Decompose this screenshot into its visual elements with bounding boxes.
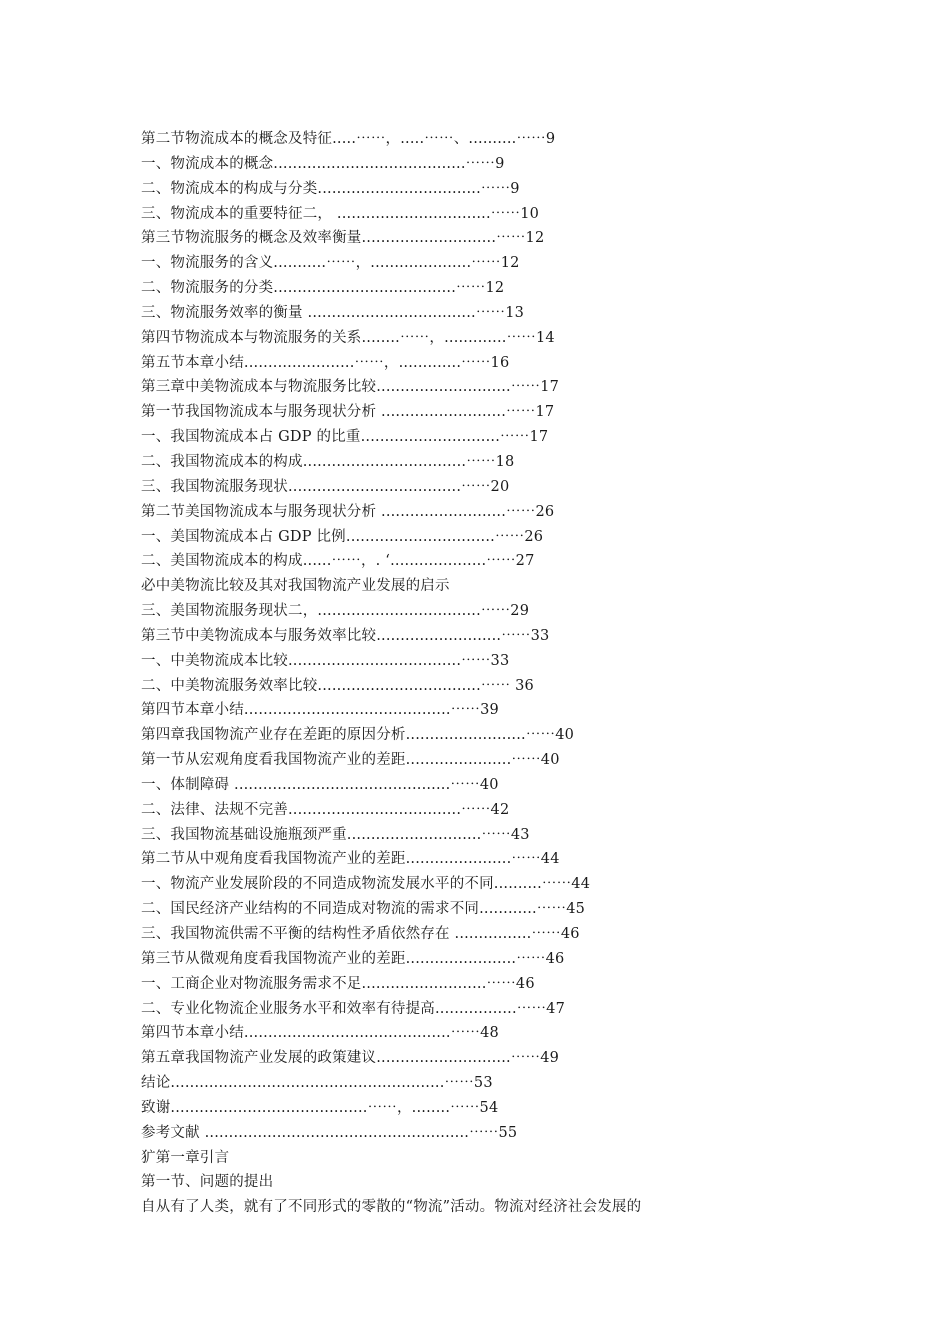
toc-line: 第三节从微观角度看我国物流产业的差距.......................⋯⋯46 [141,950,565,967]
toc-line: 第五章我国物流产业发展的政策建议............................⋯⋯49 [141,1050,560,1067]
toc-line: 一、中美物流成本比较....................................⋯⋯33 [141,652,510,669]
toc-line: 一、体制障碍 .............................................⋯⋯40 [141,776,499,793]
body-paragraph: 自从有了人类，就有了不同形式的零散的“物流”活动。物流对经济社会发展的 [141,1199,642,1216]
toc-line: 二、美国物流成本的构成......⋯⋯，. ‘....................⋯⋯27 [141,553,535,570]
toc-line: 结论.........................................................⋯⋯53 [141,1075,493,1092]
toc-line: 二、物流服务的分类......................................⋯⋯12 [141,280,505,297]
toc-line: 第三节中美物流成本与服务效率比较..........................⋯⋯33 [141,627,550,644]
toc-line: 一、物流服务的含义...........⋯⋯，.....................⋯⋯12 [141,255,520,272]
section-heading: 第一节、问题的提出 [141,1174,274,1191]
toc-line: 第四节本章小结...........................................⋯⋯48 [141,1025,499,1042]
toc-line: 第四节本章小结...........................................⋯⋯39 [141,702,499,719]
toc-line: 二、物流成本的构成与分类..................................⋯⋯9 [141,180,520,197]
toc-line: 参考文献 .......................................................⋯⋯55 [141,1124,518,1141]
toc-line: 第三节物流服务的概念及效率衡量............................⋯⋯12 [141,230,545,247]
toc-line: 第三章中美物流成本与物流服务比较............................⋯⋯17 [141,379,560,396]
chapter-heading: 犷第一章引言 [141,1149,230,1166]
toc-line: 二、专业化物流企业服务水平和效率有待提高.................⋯⋯47 [141,1000,566,1017]
toc-line: 致谢.........................................⋯⋯，........⋯⋯54 [141,1099,499,1116]
running-header: 必中美物流比较及其对我国物流产业发展的启示 [141,578,450,595]
toc-line: 二、我国物流成本的构成..................................⋯⋯18 [141,453,515,470]
table-of-contents [141,127,821,1220]
toc-line: 第二节从中观角度看我国物流产业的差距......................⋯⋯44 [141,851,560,868]
toc-line: 第二节物流成本的概念及特征.....⋯⋯，.....⋯⋯、..........⋯⋯9 [141,131,556,147]
toc-line: 二、国民经济产业结构的不同造成对物流的需求不同............⋯⋯45 [141,901,586,918]
toc-line: 三、我国物流服务现状....................................⋯⋯20 [141,478,510,495]
toc-line: 三、物流成本的重要特征二， ................................⋯⋯10 [141,205,540,222]
toc-line: 三、美国物流服务现状二，..................................⋯⋯29 [141,603,530,620]
toc-line: 三、我国物流基础设施瓶颈严重............................⋯⋯43 [141,826,530,843]
toc-line: 一、美国物流成本占 GDP 比例...............................⋯⋯26 [141,528,544,545]
toc-line: 一、物流产业发展阶段的不同造成物流发展水平的不同..........⋯⋯44 [141,876,591,893]
toc-line: 三、物流服务效率的衡量 ...................................⋯⋯13 [141,304,525,321]
toc-line: 二、法律、法规不完善....................................⋯⋯42 [141,801,510,818]
toc-line: 第二节美国物流成本与服务现状分析 ..........................⋯⋯26 [141,503,555,520]
toc-line: 第四章我国物流产业存在差距的原因分析.........................⋯⋯40 [141,727,575,744]
toc-line: 第四节物流成本与物流服务的关系........⋯⋯，.............⋯⋯14 [141,329,555,346]
toc-line: 一、工商企业对物流服务需求不足..........................⋯⋯46 [141,975,535,992]
toc-line: 三、我国物流供需不平衡的结构性矛盾依然存在 ................⋯⋯46 [141,926,580,942]
toc-line: 第一节从宏观角度看我国物流产业的差距......................⋯⋯40 [141,752,560,769]
toc-line: 第一节我国物流成本与服务现状分析 ..........................⋯⋯17 [141,404,555,421]
toc-line: 二、中美物流服务效率比较..................................⋯⋯ 36 [141,677,534,694]
toc-line: 一、物流成本的概念........................................⋯⋯9 [141,155,505,172]
toc-line: 一、我国物流成本占 GDP 的比重.............................⋯⋯17 [141,429,549,446]
toc-line: 第五节本章小结.......................⋯⋯，.............⋯⋯16 [141,354,510,371]
